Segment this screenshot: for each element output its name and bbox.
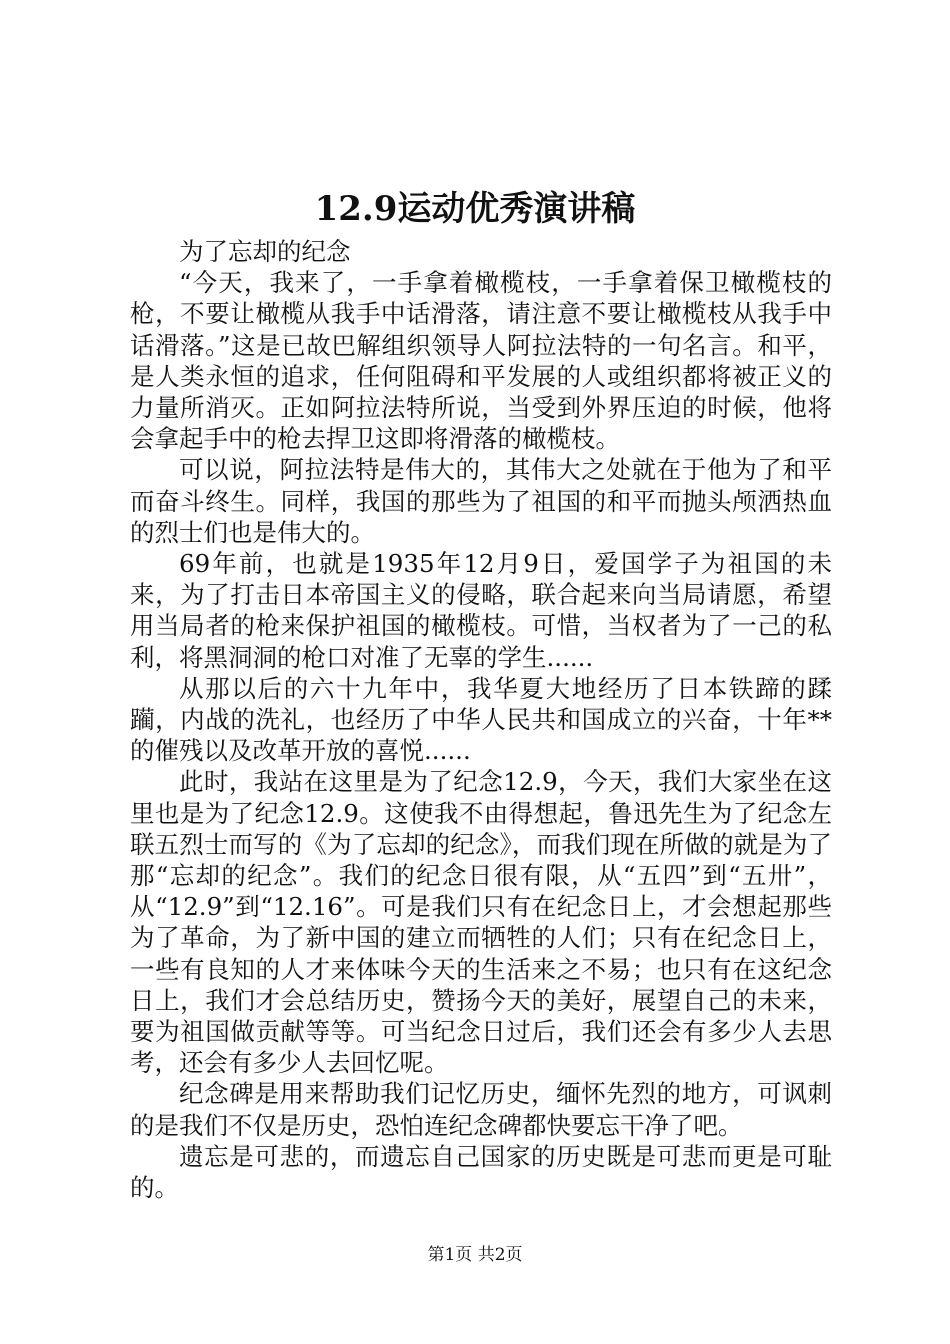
paragraph: 从那以后的六十九年中，我华夏大地经历了日本铁蹄的蹂躏，内战的洗礼，也经历了中华人民共和国成立的兴奋，十年**的催残以及改革开放的喜悦...... <box>130 673 832 766</box>
document-body <box>130 236 832 1203</box>
paragraph: 可以说，阿拉法特是伟大的，其伟大之处就在于他为了和平而奋斗终生。同样，我国的那些为了祖国的和平而抛头颅洒热血的烈士们也是伟大的。 <box>130 455 832 547</box>
paragraph: 遗忘是可悲的，而遗忘自己国家的历史既是可悲而更是可耻的。 <box>130 1141 832 1203</box>
paragraph: “今天，我来了，一手拿着橄榄枝，一手拿着保卫橄榄枝的枪，不要让橄榄从我手中话滑落，请注意不要让橄榄枝从我手中话滑落。”这是已故巴解组织领导人阿拉法特的一句名言。和平，是人类永恒的追求，任何阻碍和平发展的人或组织都将被正义的力量所消灭。正如阿拉法特所说，当受到外界压迫的时候，他将会拿起手中的枪去捍卫这即将滑落的橄榄枝。 <box>130 268 832 454</box>
paragraph: 纪念碑是用来帮助我们记忆历史，缅怀先烈的地方，可讽刺的是我们不仅是历史，恐怕连纪念碑都快要忘干净了吧。 <box>130 1079 832 1140</box>
paragraph: 此时，我站在这里是为了纪念12.9，今天，我们大家坐在这里也是为了纪念12.9。这使我不由得想起，鲁迅先生为了纪念左联五烈士而写的《为了忘却的纪念》，而我们现在所做的就是为了那“忘却的纪念”。我们的纪念日很有限，从“五四”到“五卅”，从“12.9”到“12.16”。可是我们只有在纪念日上，才会想起那些为了革命，为了新中国的建立而牺牲的人们；只有在纪念日上，一些有良知的人才来体味今天的生活来之不易；也只有在这纪念日上，我们才会总结历史，赞扬今天的美好，展望自己的未来，要为祖国做贡献等等。可当纪念日过后，我们还会有多少人去思考，还会有多少人去回忆呢。 <box>130 767 832 1078</box>
paragraph-subtitle: 为了忘却的纪念 <box>179 237 351 266</box>
page-footer: 第1页 共2页 <box>427 1245 523 1265</box>
paragraph: 69年前，也就是1935年12月9日，爱国学子为祖国的未来，为了打击日本帝国主义的侵略，联合起来向当局请愿，希望用当局者的枪来保护祖国的橄榄枝。可惜，当权者为了一己的私利，将黑洞洞的枪口对准了无辜的学生...... <box>130 549 832 672</box>
document-title: 12.9运动优秀演讲稿 <box>314 189 636 229</box>
